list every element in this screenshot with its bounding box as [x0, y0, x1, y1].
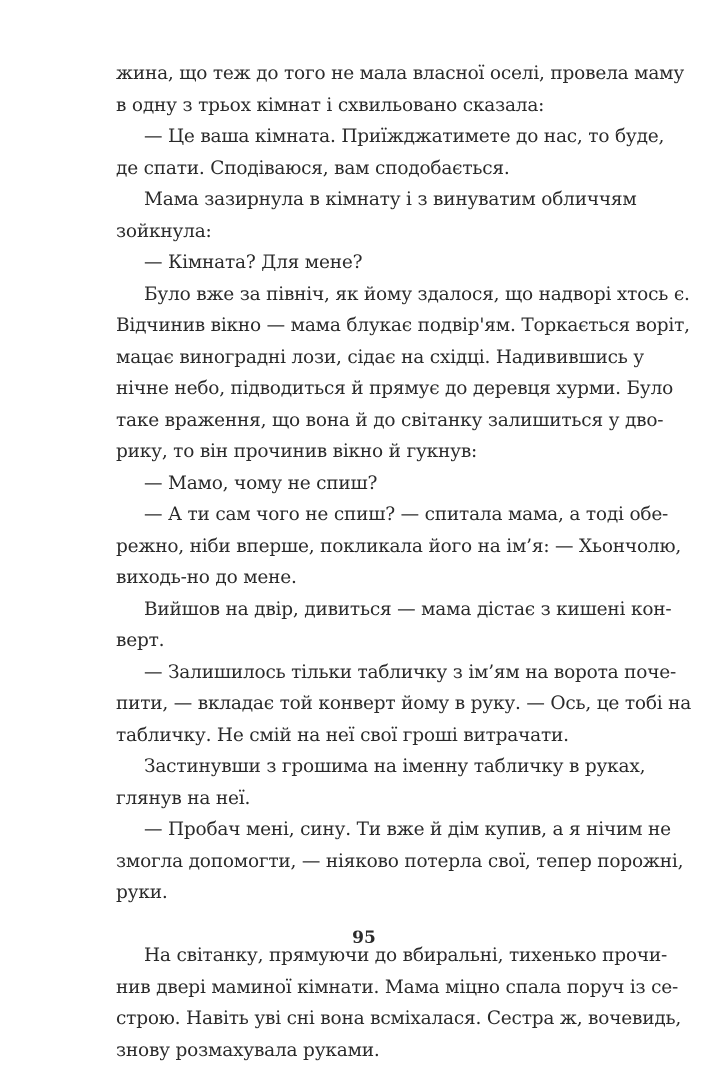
text-line: верт. — [116, 625, 612, 657]
text-line: На світанку, прямуючи до вбиральні, тихенько прочи- — [116, 940, 612, 972]
text-line: Вийшов на двір, дивиться — мама дістає з кишені кон- — [116, 594, 612, 626]
page-number: 95 — [0, 928, 728, 948]
text-line: табличку. Не смій на неї свої гроші витрачати. — [116, 720, 612, 752]
text-line: пити, — вкладає той конверт йому в руку. — Ось, це тобі на — [116, 688, 612, 720]
text-line: строю. Навіть уві сні вона всміхалася. Сестра ж, вочевидь, — [116, 1003, 612, 1035]
text-line: змогла допомогти, — ніяково потерла свої, тепер порожні, — [116, 846, 612, 878]
text-line: нив двері маминої кімнати. Мама міцно спала поруч із се- — [116, 972, 612, 1004]
text-line: в одну з трьох кімнат і схвильовано сказала: — [116, 90, 612, 122]
text-line: Застинувши з грошима на іменну табличку в руках, — [116, 751, 612, 783]
text-line: виходь-но до мене. — [116, 562, 612, 594]
text-line: де спати. Сподіваюся, вам сподобається. — [116, 153, 612, 185]
text-line: руки. — [116, 877, 612, 909]
text-line: глянув на неї. — [116, 783, 612, 815]
text-line: Мама зазирнула в кімнату і з винуватим обличчям — [116, 184, 612, 216]
text-line: жина, що теж до того не мала власної оселі, провела маму — [116, 58, 612, 90]
text-line: режно, ніби вперше, покликала його на ім’я: — Хьончолю, — [116, 531, 612, 563]
page-body — [116, 58, 612, 1066]
text-line: — Мамо, чому не спиш? — [116, 468, 612, 500]
text-line: — А ти сам чого не спиш? — спитала мама, а тоді обе- — [116, 499, 612, 531]
text-line: — Пробач мені, сину. Ти вже й дім купив, а я нічим не — [116, 814, 612, 846]
text-line: — Це ваша кімната. Приїжджатимете до нас, то буде, — [116, 121, 612, 153]
text-line: — Залишилось тільки табличку з ім’ям на ворота поче- — [116, 657, 612, 689]
text-line: — Кімната? Для мене? — [116, 247, 612, 279]
text-line: знову розмахувала руками. — [116, 1035, 612, 1066]
text-line: таке враження, що вона й до світанку залишиться у дво- — [116, 405, 612, 437]
text-line: нічне небо, підводиться й прямує до деревця хурми. Було — [116, 373, 612, 405]
text-line: Відчинив вікно — мама блукає подвір'ям. Торкається воріт, — [116, 310, 612, 342]
text-line: Було вже за північ, як йому здалося, що надворі хтось є. — [116, 279, 612, 311]
text-line: рику, то він прочинив вікно й гукнув: — [116, 436, 612, 468]
text-line: мацає виноградні лози, сідає на східці. Надивившись у — [116, 342, 612, 374]
text-line: зойкнула: — [116, 216, 612, 248]
